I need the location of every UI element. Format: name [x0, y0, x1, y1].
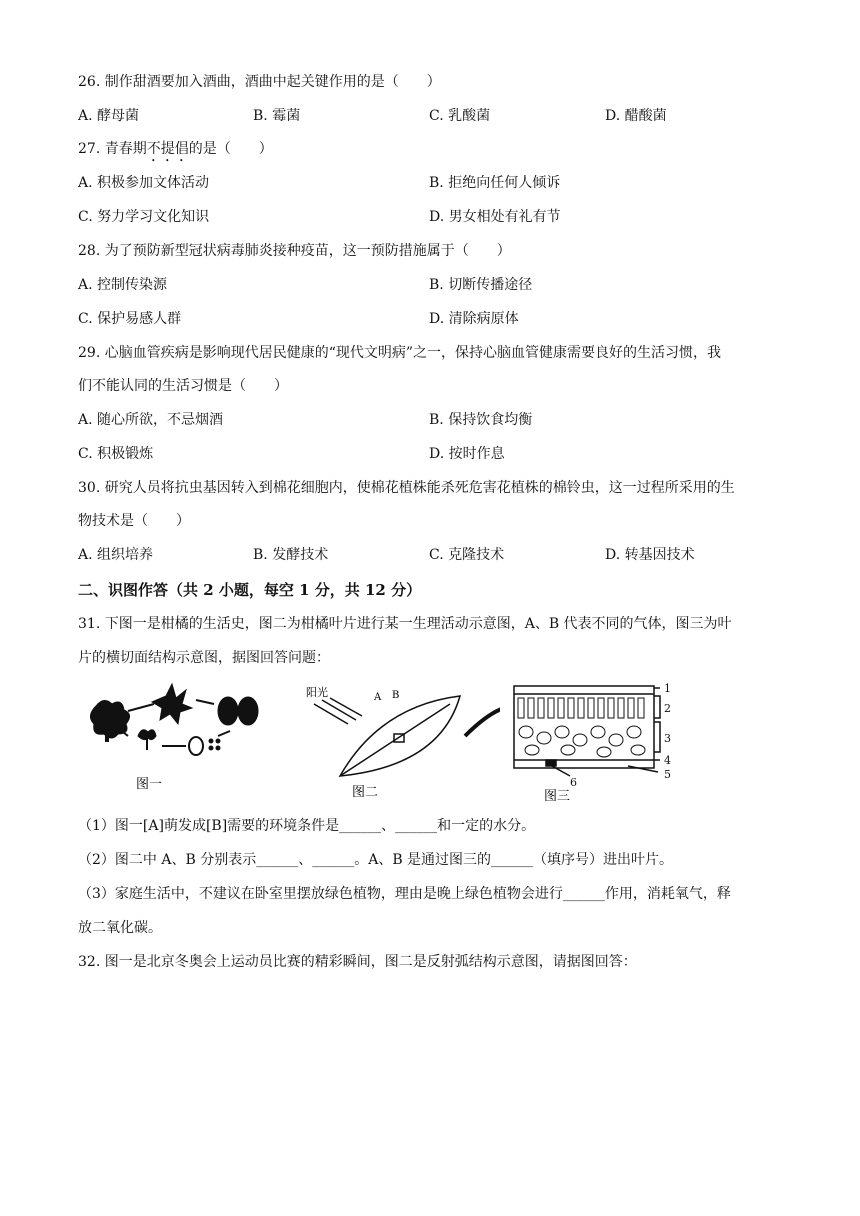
q27-stem [78, 139, 273, 165]
fig2-label-a: A [374, 692, 382, 703]
q28-option-c: C. 保护易感人群 [78, 311, 182, 327]
q28-stem: 28. 为了预防新型冠状病毒肺炎接种疫苗，这一预防措施属于（ ） [78, 243, 511, 259]
q29-option-a: A. 随心所欲，不忌烟酒 [78, 412, 224, 428]
fig3-caption: 图三 [544, 789, 571, 804]
q29-option-d: D. 按时作息 [429, 446, 505, 462]
q27-stem-prefix: 27. 青春期 [78, 141, 147, 157]
q30-option-d: D. 转基因技术 [605, 547, 695, 563]
q31-figures [78, 676, 678, 804]
q27-option-c: C. 努力学习文化知识 [78, 209, 210, 225]
section2-heading: 二、识图作答（共 2 小题，每空 1 分，共 12 分） [78, 581, 422, 599]
q32-stem: 32. 图一是北京冬奥会上运动员比赛的精彩瞬间，图二是反射弧结构示意图，请据图回答： [78, 954, 637, 970]
q31-stem-line1: 31. 下图一是柑橘的生活史，图二为柑橘叶片进行某一生理活动示意图，A、B 代表不同的气体，图三为叶 [78, 616, 732, 632]
q26-option-a: A. 酵母菌 [78, 108, 140, 124]
q30-option-b: B. 发酵技术 [253, 547, 329, 563]
q26-option-d: D. 醋酸菌 [605, 108, 667, 124]
figure-2-leaf-activity [300, 676, 500, 804]
fig2-light-label: 阳光 [306, 686, 328, 699]
q29-stem-line1: 29. 心脑血管疾病是影响现代居民健康的“现代文明病”之一，保持心脑血管健康需要良好的生活习惯，我 [78, 345, 722, 361]
leaf-cross-section-drawing [508, 676, 683, 804]
fig3-number-2: 2 [664, 702, 671, 715]
q28-option-b: B. 切断传播途径 [429, 277, 533, 293]
q31-stem-line2: 片的横切面结构示意图，据图回答问题： [78, 650, 330, 666]
q30-option-a: A. 组织培养 [78, 547, 154, 563]
figure-1-life-cycle [78, 676, 273, 804]
q30-option-c: C. 克隆技术 [429, 547, 505, 563]
fig2-label-b: B [392, 690, 400, 701]
fig3-number-4: 4 [664, 754, 671, 767]
q28-option-d: D. 清除病原体 [429, 311, 519, 327]
fig3-number-6: 6 [570, 776, 577, 789]
q31-sub3-line2: 放二氧化碳。 [78, 920, 162, 936]
fig3-number-1: 1 [664, 682, 671, 695]
q26-option-c: C. 乳酸菌 [429, 108, 491, 124]
fig1-caption: 图一 [136, 777, 163, 792]
figure-3-leaf-cross-section [508, 676, 683, 804]
q27-stem-emphasis: 不提倡 [146, 141, 189, 157]
q31-sub2: （2）图二中 A、B 分别表示______、______。A、B 是通过图三的______（填序号）进出叶片。 [78, 852, 674, 868]
q28-option-a: A. 控制传染源 [78, 277, 168, 293]
q31-sub1: （1）图一[A]萌发成[B]需要的环境条件是______、______和一定的水分。 [78, 818, 536, 834]
leaf-activity-drawing [300, 676, 500, 804]
q26-option-b: B. 霉菌 [253, 108, 301, 124]
fig3-number-5: 5 [664, 768, 671, 781]
q30-stem-line2: 物技术是（ ） [78, 513, 190, 529]
q29-option-b: B. 保持饮食均衡 [429, 412, 533, 428]
q31-sub3-line1: （3）家庭生活中，不建议在卧室里摆放绿色植物，理由是晚上绿色植物会进行______作用，消耗氧气，释 [78, 886, 731, 902]
q29-option-c: C. 积极锻炼 [78, 446, 154, 462]
q27-stem-suffix: 的是（ ） [188, 141, 273, 157]
q27-option-b: B. 拒绝向任何人倾诉 [429, 175, 561, 191]
q29-stem-line2: 们不能认同的生活习惯是（ ） [78, 378, 288, 394]
q30-stem-line1: 30. 研究人员将抗虫基因转入到棉花细胞内，使棉花植株能杀死危害花植株的棉铃虫，这一过程所采用的生 [78, 480, 735, 496]
life-cycle-drawing [78, 676, 273, 804]
fig2-caption: 图二 [352, 785, 379, 800]
q27-option-d: D. 男女相处有礼有节 [429, 209, 561, 225]
q27-option-a: A. 积极参加文体活动 [78, 175, 210, 191]
fig3-number-3: 3 [664, 732, 671, 745]
q26-stem: 26. 制作甜酒要加入酒曲，酒曲中起关键作用的是（ ） [78, 74, 441, 90]
